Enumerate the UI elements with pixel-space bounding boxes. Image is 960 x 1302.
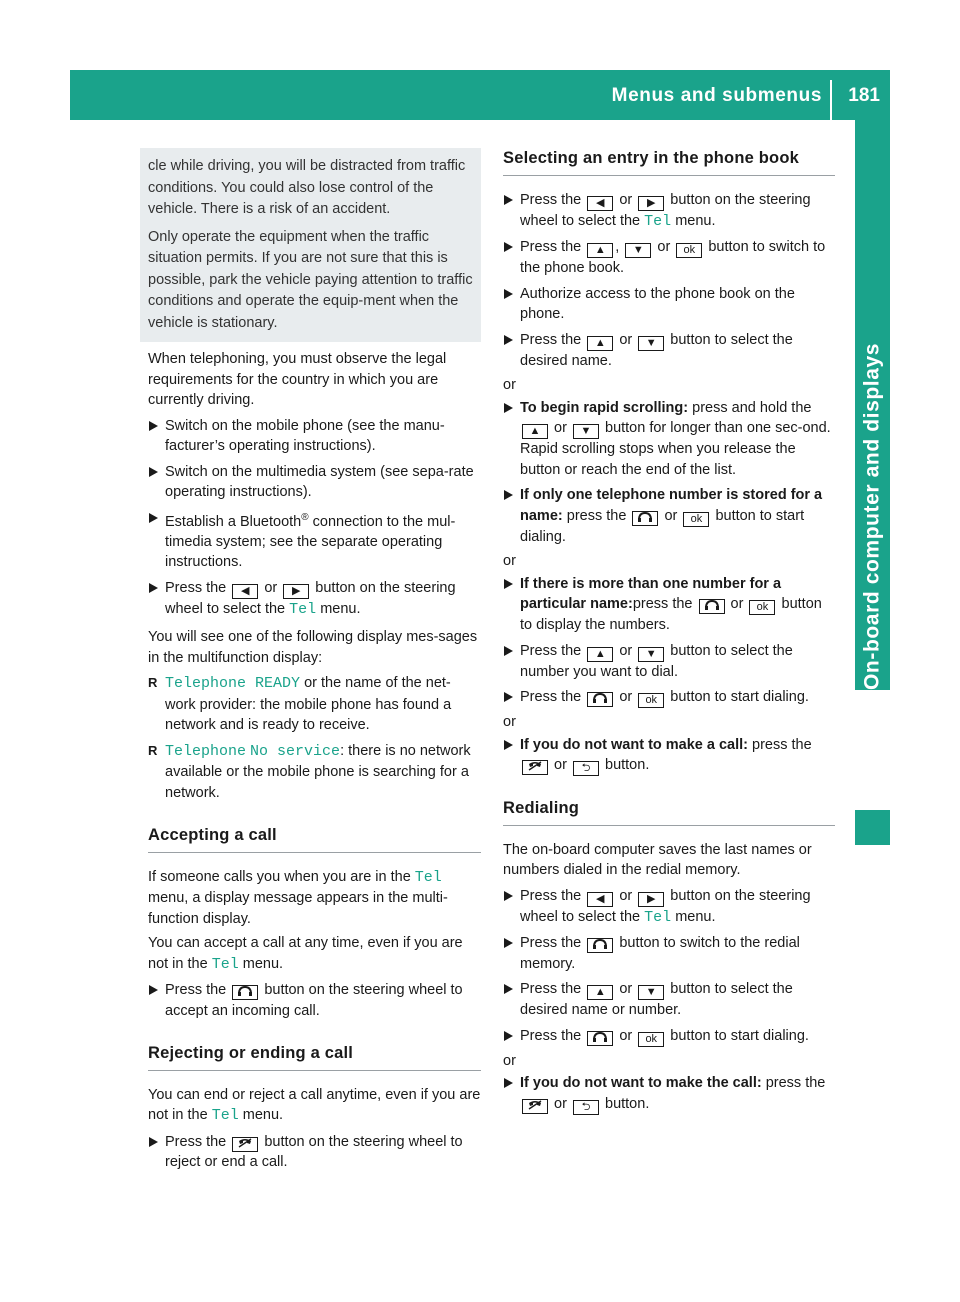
phone-accept-icon [587,1031,613,1046]
step-select-name-number: Press the ▲ or ▼ button to select the desired name or number. [503,979,835,1021]
chapter-title: On-board computer and displays [860,342,884,690]
step-multiple-numbers: If there is more than one number for a particular name:press the or ok button to display the numbers. [503,574,835,636]
phone-end-icon [232,1137,258,1152]
step-reject-call: Press the button on the steering wheel to reject or end a call. [148,1132,481,1173]
step-rapid-scrolling: To begin rapid scrolling: press and hold the ▲ or ▼ button for longer than one sec-ond. Rapid scrolling stops when you release the button or reach the end of the list. [503,398,835,481]
up-arrow-button-icon: ▲ [587,336,613,351]
step-cancel-redial: If you do not want to make the call: press the or ⮌ button. [503,1073,835,1115]
phone-accept-icon [699,599,725,614]
step-switch-on-multimedia: Switch on the multimedia system (see sepa-rate operating instructions). [148,462,481,503]
up-arrow-button-icon: ▲ [587,243,613,258]
heading-phone-book: Selecting an entry in the phone book [503,148,835,176]
step-select-tel-menu: Press the ◀ or ▶ button on the steering wheel to select the Tel menu. [148,578,481,621]
header-divider [830,80,832,120]
back-button-icon: ⮌ [573,1100,599,1115]
ok-button-icon: ok [749,600,775,615]
up-arrow-button-icon: ▲ [587,985,613,1000]
step-switch-phone-book: Press the ▲ , ▼ or ok button to switch to the phone book. [503,237,835,279]
left-column [148,148,481,1173]
phone-end-icon [522,760,548,775]
message-no-service: R Telephone No service: there is no network available or the mobile phone is searching for a network. [148,741,481,804]
step-select-tel-menu-2: Press the ◀ or ▶ button on the steering wheel to select the Tel menu. [503,190,835,233]
right-arrow-button-icon: ▶ [638,196,664,211]
step-start-dialing: Press the or ok button to start dialing. [503,687,835,708]
step-select-name: Press the ▲ or ▼ button to select the desired name. [503,330,835,372]
phone-accept-icon [587,692,613,707]
left-arrow-button-icon: ◀ [587,196,613,211]
step-switch-on-phone: Switch on the mobile phone (see the manu-facturer’s operating instructions). [148,416,481,457]
warning-text-2: Only operate the equipment when the traffic situation permits. If you are not sure that this is possible, park the vehicle paying attention to traffic conditions and operate the equip-ment when the vehicle is stationary. [148,228,473,331]
ok-button-icon: ok [683,512,709,527]
left-arrow-button-icon: ◀ [587,892,613,907]
step-redial-memory: Press the button to switch to the redial memory. [503,933,835,974]
phone-end-icon [522,1099,548,1114]
warning-box [140,148,481,342]
display-messages-intro: You will see one of the following display mes-sages in the multifunction display: [148,629,478,666]
chapter-tab-marker [855,810,890,845]
ok-button-icon: ok [676,243,702,258]
up-arrow-button-icon: ▲ [587,647,613,662]
step-authorize-access: Authorize access to the phone book on the phone. [503,284,835,325]
accept-paragraph-2: You can accept a call at any time, even if you are not in the Tel menu. [148,935,463,973]
down-arrow-button-icon: ▼ [638,336,664,351]
phone-accept-icon [232,985,258,1000]
page-number: 181 [848,85,880,106]
step-redial-start-dialing: Press the or ok button to start dialing. [503,1026,835,1047]
message-telephone-ready: R Telephone READY or the name of the net-work provider: the mobile phone has found a network and is ready to receive. [148,673,481,736]
accept-paragraph-1: If someone calls you when you are in the Tel menu, a display message appears in the multi-function display. [148,868,448,927]
step-select-tel-menu-3: Press the ◀ or ▶ button on the steering wheel to select the Tel menu. [503,886,835,929]
or-separator: or [503,377,516,393]
down-arrow-button-icon: ▼ [573,424,599,439]
right-arrow-button-icon: ▶ [638,892,664,907]
heading-redialing: Redialing [503,798,835,826]
phone-accept-icon [587,938,613,953]
or-separator: or [503,553,516,569]
or-separator: or [503,714,516,730]
reject-paragraph: You can end or reject a call anytime, even if you are not in the Tel menu. [148,1086,481,1125]
heading-accepting-call: Accepting a call [148,825,481,853]
down-arrow-button-icon: ▼ [638,985,664,1000]
section-title: Menus and submenus [611,85,822,106]
phone-accept-icon [632,511,658,526]
intro-paragraph: When telephoning, you must observe the legal requirements for the country in which you are currently driving. [148,351,447,408]
step-establish-bluetooth: Establish a Bluetooth® connection to the mul-timedia system; see the separate operating instructions. [148,508,481,573]
back-button-icon: ⮌ [573,761,599,776]
right-arrow-button-icon: ▶ [283,584,309,599]
step-accept-call: Press the button on the steering wheel to accept an incoming call. [148,980,481,1021]
step-single-number: If only one telephone number is stored for a name: press the or ok button to start dialing. [503,485,835,547]
chapter-tab [855,120,890,690]
step-select-number: Press the ▲ or ▼ button to select the number you want to dial. [503,641,835,683]
down-arrow-button-icon: ▼ [638,647,664,662]
ok-button-icon: ok [638,693,664,708]
right-column [503,148,835,1115]
step-cancel-call: If you do not want to make a call: press the or ⮌ button. [503,735,835,777]
warning-text-1: cle while driving, you will be distracted from traffic conditions. You could also lose control of the vehicle. There is a risk of an accident. [148,158,466,217]
redial-paragraph: The on-board computer saves the last names or numbers dialed in the redial memory. [503,841,812,878]
header-bar [70,70,890,120]
left-arrow-button-icon: ◀ [232,584,258,599]
up-arrow-button-icon: ▲ [522,424,548,439]
down-arrow-button-icon: ▼ [625,243,651,258]
ok-button-icon: ok [638,1032,664,1047]
or-separator: or [503,1052,516,1069]
heading-rejecting-call: Rejecting or ending a call [148,1043,481,1071]
